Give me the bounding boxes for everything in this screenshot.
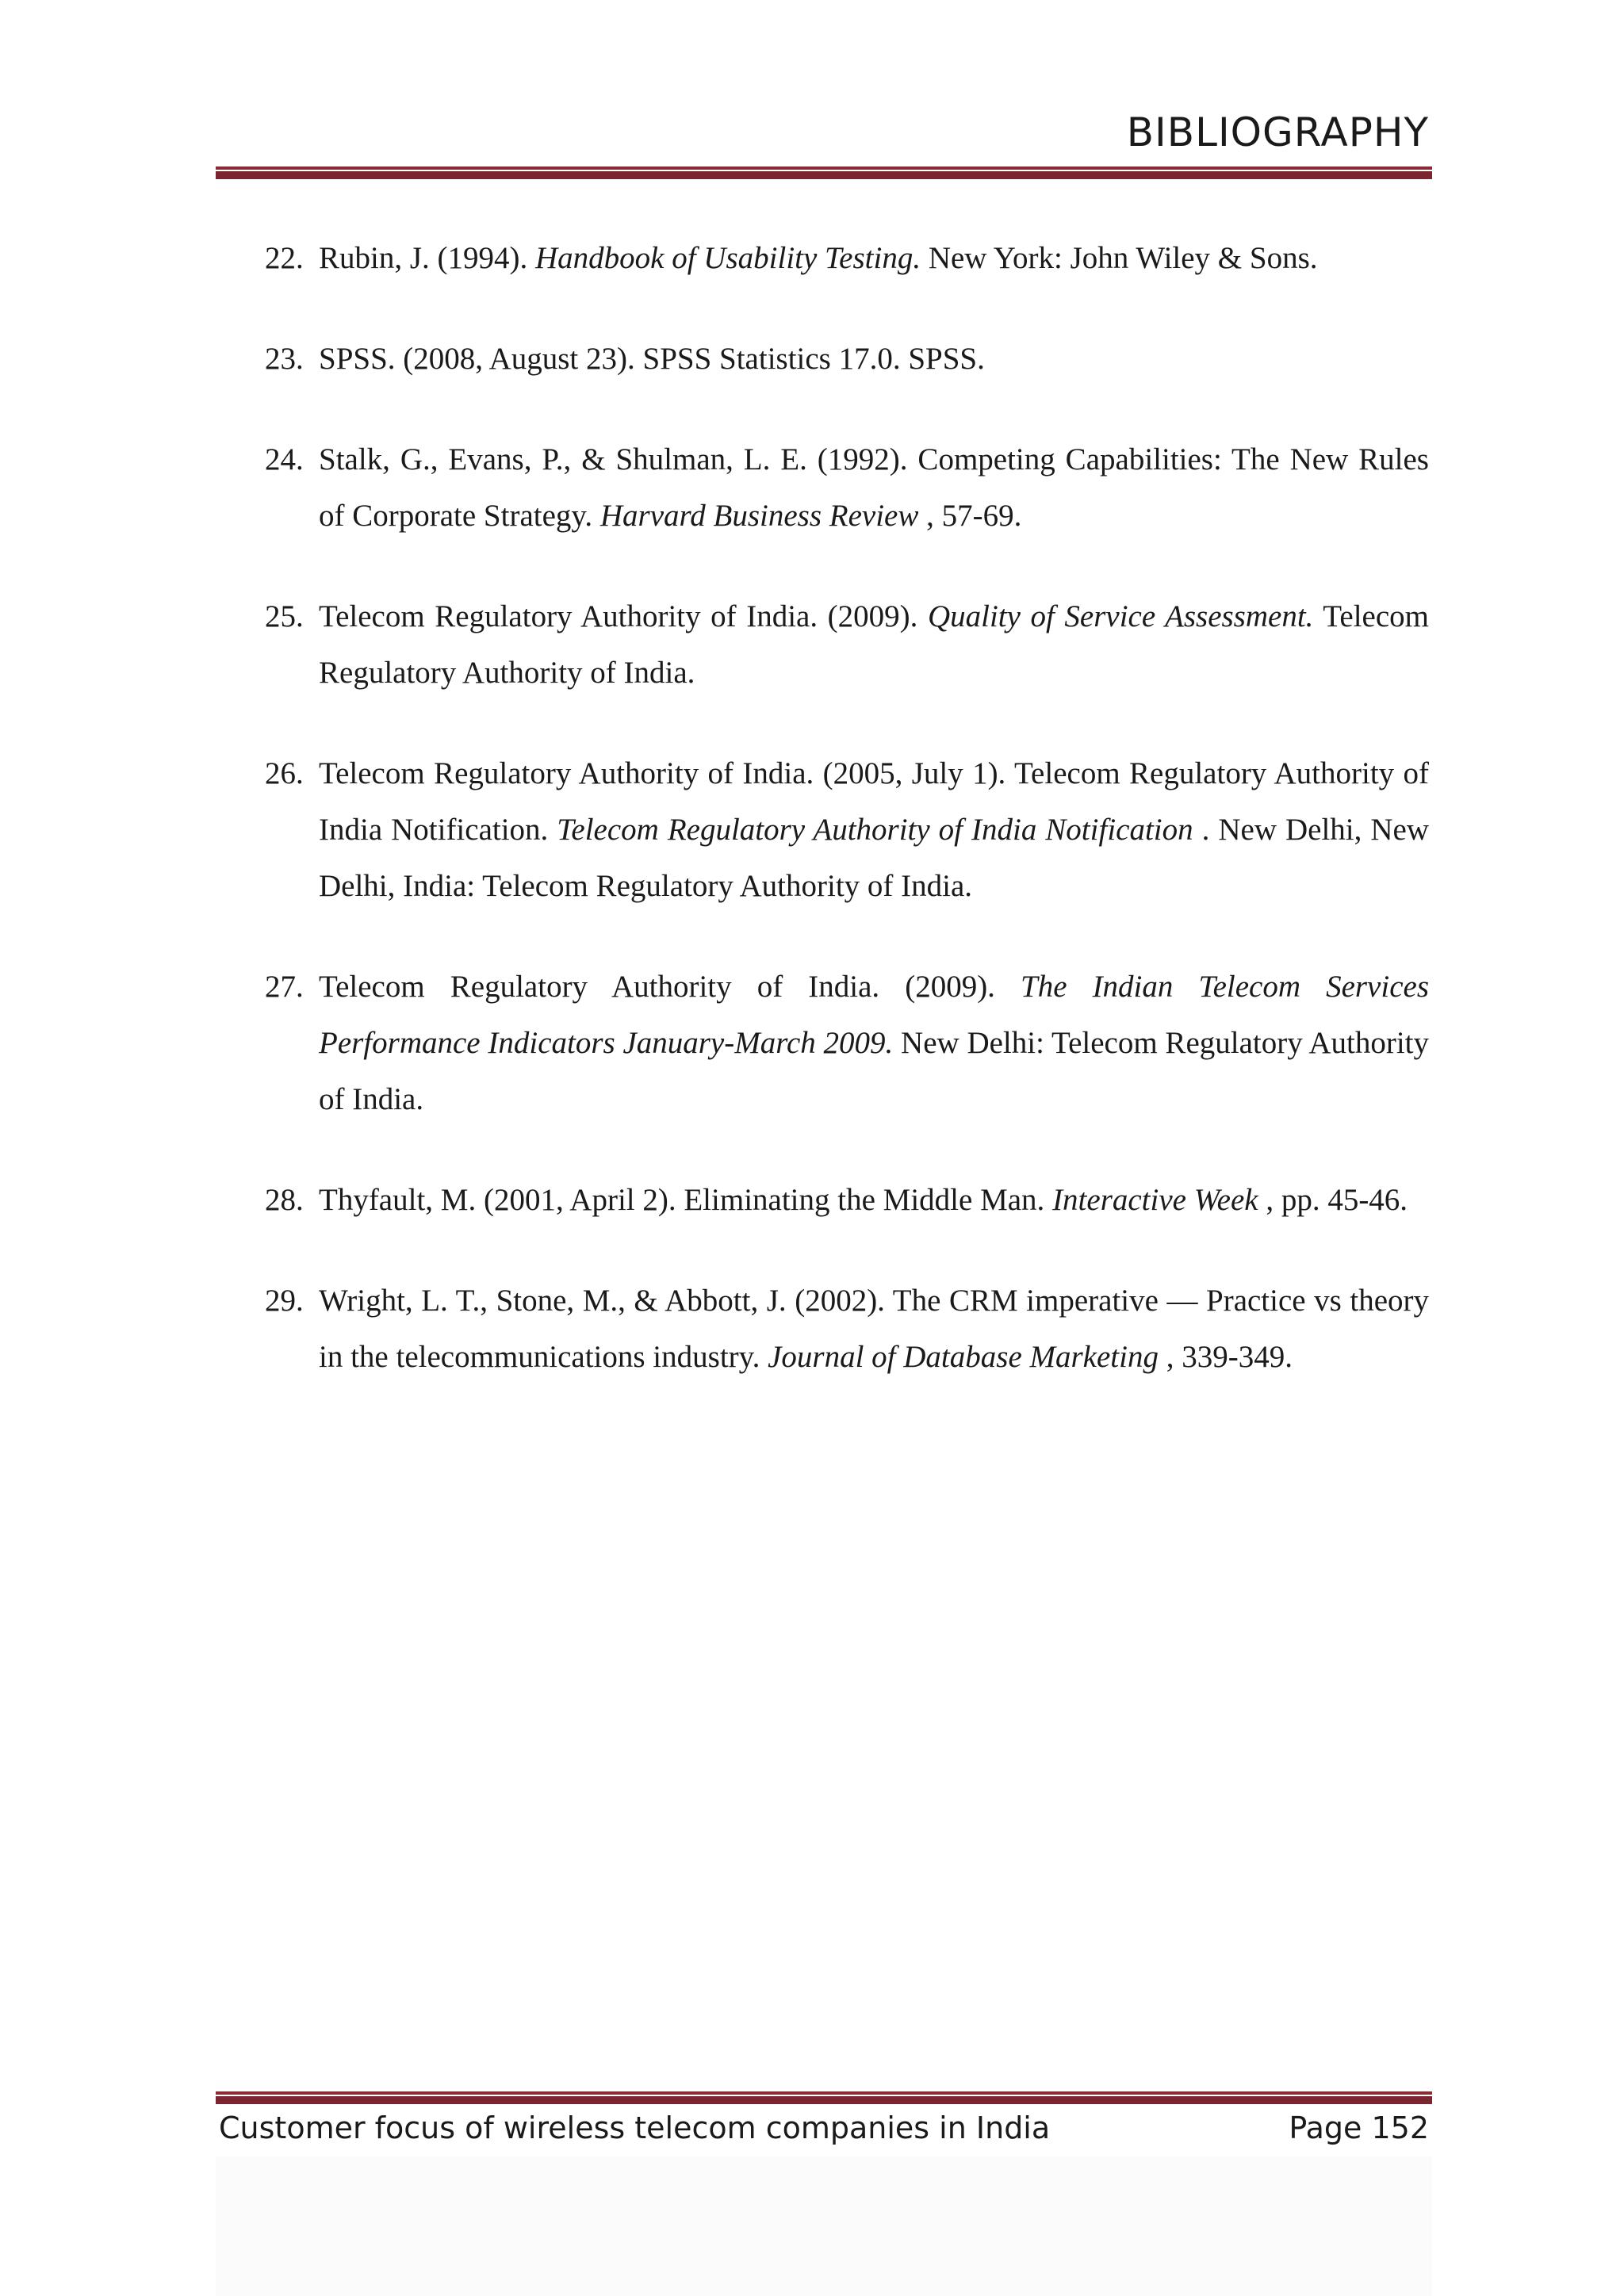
bib-entry-title: Interactive Week	[1052, 1183, 1258, 1217]
bib-entry-number: 27.	[265, 970, 304, 1004]
bib-entry-text: Wright, L. T., Stone, M., & Abbott, J. (2002). The CRM imperative — Practice vs theory in the telecommunications industry.	[319, 1284, 1429, 1374]
bib-entry-text: . New Delhi, New Delhi, India: Telecom Regulatory Authority of India.	[319, 813, 1429, 903]
bib-entry-text: New Delhi: Telecom Regulatory Authority of India.	[319, 1026, 1429, 1116]
footer-shade	[216, 2156, 1432, 2296]
bib-entry	[265, 331, 1429, 387]
bib-entry	[265, 1272, 1429, 1385]
bib-entry-title: Telecom Regulatory Authority of India Notification	[557, 813, 1193, 847]
bib-entry-text: Telecom Regulatory Authority of India.	[319, 599, 1429, 690]
bib-entry	[265, 1172, 1429, 1228]
bib-entry-text: Stalk, G., Evans, P., & Shulman, L. E. (1992). Competing Capabilities: The New Rules of Corporate Strategy.	[319, 442, 1429, 533]
bib-entry-number: 28.	[265, 1183, 304, 1217]
header-rule-thick	[216, 171, 1432, 179]
bib-entry	[265, 588, 1429, 701]
bib-entry-text: Thyfault, M. (2001, April 2). Eliminating the Middle Man.	[319, 1183, 1053, 1217]
bib-entry	[265, 959, 1429, 1127]
bib-entry-number: 23.	[265, 342, 304, 376]
bib-entry-title: Quality of Service Assessment.	[927, 599, 1314, 633]
bibliography-list	[265, 230, 1429, 1429]
bib-entry-text: Telecom Regulatory Authority of India. (2009).	[319, 599, 928, 633]
footer-page-number: Page 152	[1289, 2110, 1429, 2145]
bib-entry-text: , pp. 45-46.	[1258, 1183, 1408, 1217]
bib-entry-title: Harvard Business Review	[599, 499, 919, 533]
bib-entry-text: , 339-349.	[1158, 1340, 1293, 1374]
bib-entry	[265, 230, 1429, 286]
footer-rule-thick	[216, 2096, 1432, 2104]
bib-entry-text: , 57-69.	[918, 499, 1022, 533]
bib-entry	[265, 431, 1429, 544]
bib-entry-number: 22.	[265, 241, 304, 275]
bib-entry-number: 29.	[265, 1284, 304, 1318]
bib-entry-text: New York: John Wiley & Sons.	[921, 241, 1318, 275]
header-rule-thin	[216, 166, 1432, 170]
footer-rule-thin	[216, 2091, 1432, 2095]
page-header-title: BIBLIOGRAPHY	[1126, 109, 1429, 155]
bib-entry-number: 24.	[265, 442, 304, 476]
bib-entry-text: Rubin, J. (1994).	[319, 241, 535, 275]
bib-entry-title: Journal of Database Marketing	[768, 1340, 1159, 1374]
bib-entry-text: Telecom Regulatory Authority of India. (2009).	[319, 970, 1021, 1004]
bib-entry	[265, 745, 1429, 914]
bib-entry-text: Telecom Regulatory Authority of India. (2005, July 1). Telecom Regulatory Authority of India Notification.	[319, 756, 1429, 847]
bib-entry-number: 26.	[265, 756, 304, 790]
bib-entry-title: The Indian Telecom Services Performance Indicators January-March 2009.	[319, 970, 1429, 1060]
bib-entry-title: Handbook of Usability Testing.	[535, 241, 921, 275]
footer-document-title: Customer focus of wireless telecom companies in India	[219, 2110, 1051, 2145]
bib-entry-text: SPSS. (2008, August 23). SPSS Statistics 17.0. SPSS.	[319, 342, 985, 376]
bib-entry-number: 25.	[265, 599, 304, 633]
